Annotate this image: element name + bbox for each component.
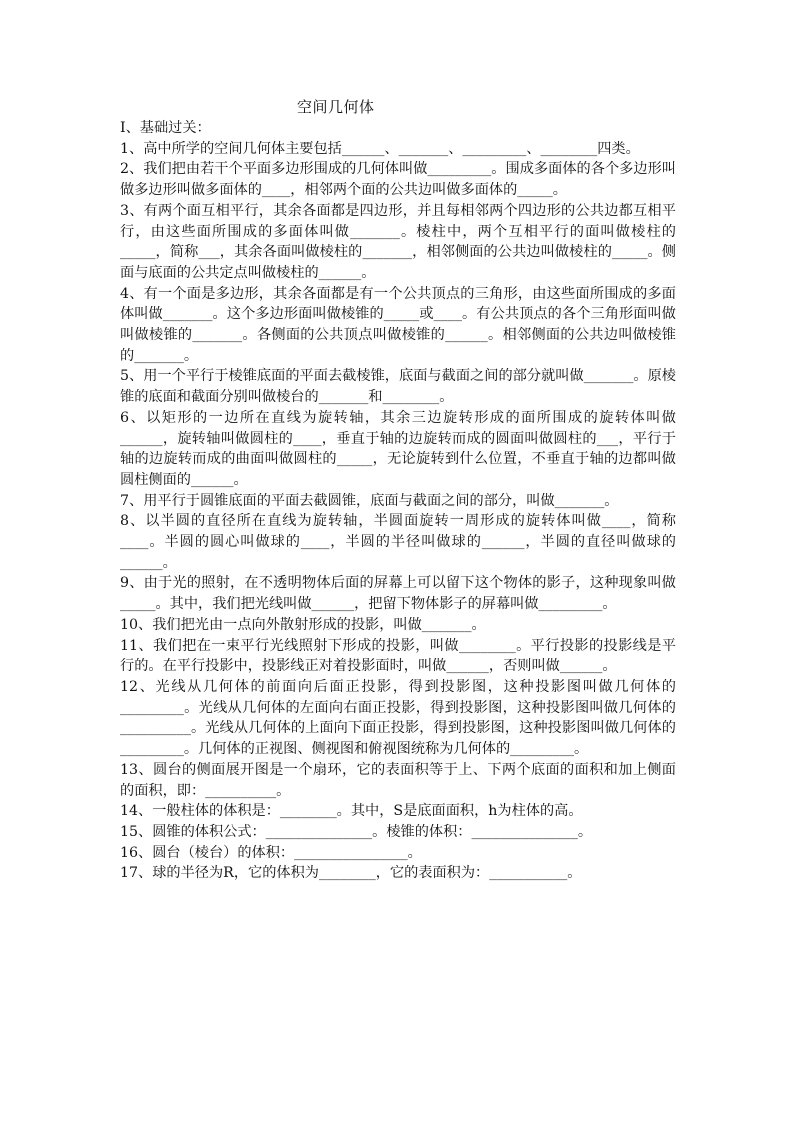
- question-9: 9、由于光的照射，在不透明物体后面的屏幕上可以留下这个物体的影子，这种现象叫做_____。其中，我们把光线叫做______，把留下物体影子的屏幕叫做_________。: [120, 575, 676, 613]
- question-4: 4、有一个面是多边形，其余各面都是有一个公共顶点的三角形，由这些面所围成的多面体叫做_______。这个多边形面叫做棱锥的_____或____。有公共顶点的各个三角形面叫做叫做棱锥的_______。各侧面的公共顶点叫做棱锥的______。相邻侧面的公共边叫做棱锥的_______。: [120, 285, 676, 364]
- question-10: 10、我们把光由一点向外散射形成的投影，叫做_______。: [120, 616, 486, 633]
- question-5: 5、用一个平行于棱锥底面的平面去截棱锥，底面与截面之间的部分就叫做_______。原棱锥的底面和截面分别叫做棱台的_______和________。: [120, 368, 676, 406]
- question-7: 7、用平行于圆锥底面的平面去截圆锥，底面与截面之间的部分，叫做_______。: [120, 492, 619, 509]
- section-heading: I、基础过关：: [120, 120, 211, 136]
- question-2: 2、我们把由若干个平面多边形围成的几何体叫做_________。围成多面体的各个多边形叫做多边形叫做多面体的____，相邻两个面的公共边叫做多面体的_____。: [120, 161, 676, 199]
- question-13: 13、圆台的侧面展开图是一个扇环，它的表面积等于上、下两个底面的面积和加上侧面的面积，即：__________。: [120, 761, 676, 799]
- question-15: 15、圆锥的体积公式：_______________。棱锥的体积：_______________。: [120, 823, 593, 840]
- question-3: 3、有两个面互相平行，其余各面都是四边形，并且每相邻两个四边形的公共边都互相平行，由这些面所围成的多面体叫做_______。棱柱中，两个互相平行的面叫做棱柱的_____，简称___，其余各面叫做棱柱的_______，相邻侧面的公共边叫做棱柱的_____。侧面与底面的公共定点叫做棱柱的______。: [120, 202, 676, 281]
- question-16: 16、圆台（棱台）的体积：________________。: [120, 844, 422, 861]
- question-8: 8、以半圆的直径所在直线为旋转轴，半圆面旋转一周形成的旋转体叫做____，简称____。半圆的圆心叫做球的____，半圆的半径叫做球的______，半圆的直径叫做球的______。: [120, 513, 676, 571]
- question-1: 1、高中所学的空间几何体主要包括______、_______、_________、________四类。: [120, 140, 640, 157]
- question-17: 17、球的半径为R，它的体积为________，它的表面积为：___________。: [120, 865, 582, 882]
- question-14: 14、一般柱体的体积是：________。其中，S是底面面积，h为柱体的高。: [120, 803, 583, 820]
- question-12: 12、光线从几何体的前面向后面正投影，得到投影图，这种投影图叫做几何体的_________。光线从几何体的左面向右面正投影，得到投影图，这种投影图叫做几何体的__________。光线从几何体的上面向下面正投影，得到投影图，这种投影图叫做几何体的_________。几何体的正视图、侧视图和俯视图统称为几何体的_________。: [120, 678, 676, 758]
- page-title: 空间几何体: [297, 98, 375, 116]
- question-11: 11、我们把在一束平行光线照射下形成的投影，叫做________。平行投影的投影线是平行的。在平行投影中，投影线正对着投影面时，叫做______，否则叫做______。: [120, 637, 676, 675]
- question-6: 6、以矩形的一边所在直线为旋转轴，其余三边旋转形成的面所围成的旋转体叫做______，旋转轴叫做圆柱的____，垂直于轴的边旋转而成的圆面叫做圆柱的___，平行于轴的边旋转而成的曲面叫做圆柱的_____，无论旋转到什么位置，不垂直于轴的边都叫做圆柱侧面的______。: [120, 409, 676, 488]
- document-body: [120, 118, 676, 884]
